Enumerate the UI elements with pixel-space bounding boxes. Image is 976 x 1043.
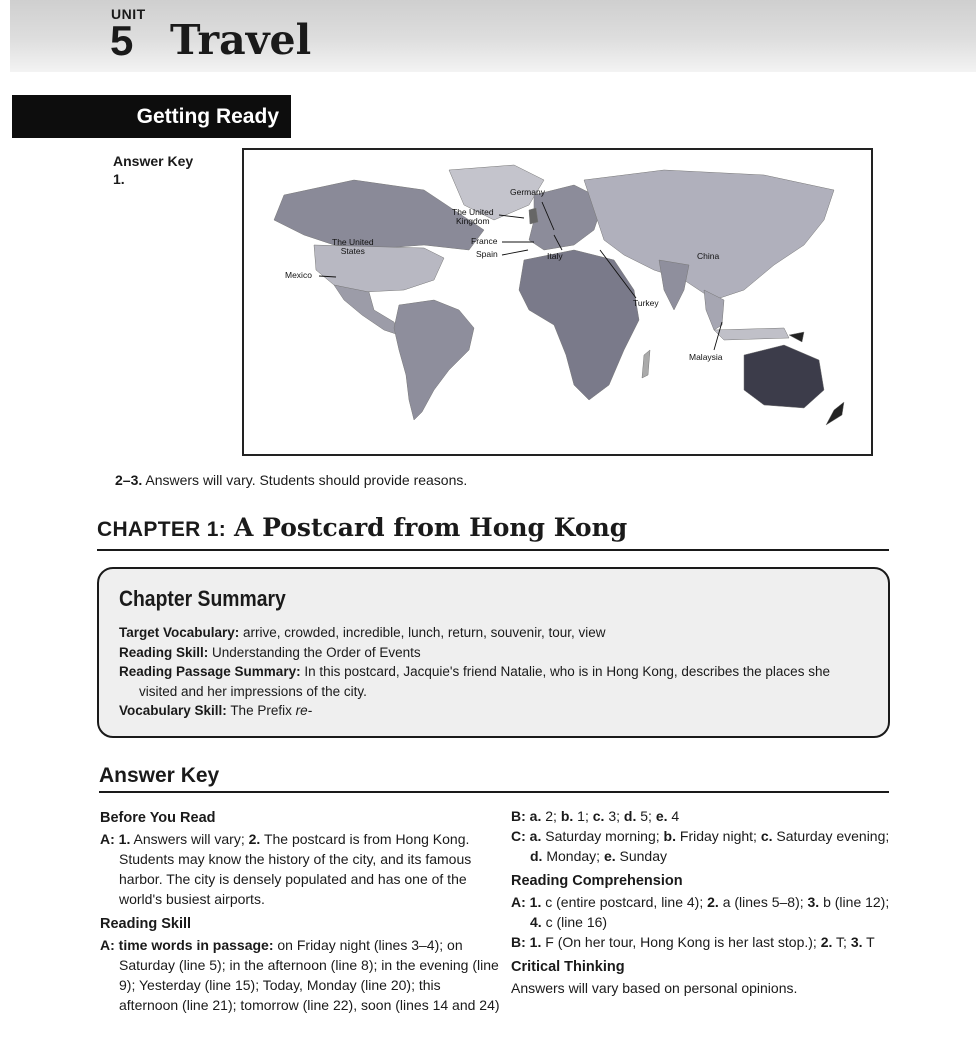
item-label: C: bbox=[511, 828, 526, 844]
map-label-turkey: Turkey bbox=[633, 298, 659, 308]
target-vocabulary-label: Target Vocabulary: bbox=[119, 625, 240, 640]
map-label-italy: Italy bbox=[547, 251, 563, 261]
item-number: 1. bbox=[118, 831, 131, 847]
item-key: d. bbox=[530, 848, 543, 864]
map-label-france: France bbox=[471, 236, 498, 246]
answer-key-right-column bbox=[511, 806, 891, 998]
item-value: 5; bbox=[640, 808, 652, 824]
india-shape bbox=[659, 260, 689, 310]
item-value: a (lines 5–8); bbox=[722, 894, 804, 910]
map-label-uk: The United Kingdom bbox=[452, 207, 494, 226]
map-label-mexico: Mexico bbox=[285, 270, 312, 280]
new-zealand-shape bbox=[826, 402, 844, 425]
item-value: c (entire postcard, line 4); bbox=[545, 894, 704, 910]
south-america-shape bbox=[394, 300, 474, 420]
item-value: 4 bbox=[671, 808, 680, 824]
item-value: Saturday evening; bbox=[776, 828, 890, 844]
item-bold-text: time words in passage: bbox=[118, 937, 274, 953]
map-label-spain: Spain bbox=[476, 249, 498, 259]
unit-label: UNIT bbox=[111, 6, 146, 22]
vocabulary-skill bbox=[119, 701, 868, 721]
map-label-malaysia: Malaysia bbox=[689, 352, 723, 362]
item-label: A: bbox=[511, 894, 526, 910]
item-label: A: bbox=[100, 937, 115, 953]
unit-number: 5 bbox=[110, 17, 134, 64]
reading-passage-summary bbox=[119, 662, 868, 701]
item-key: a. bbox=[529, 828, 542, 844]
item-key: a. bbox=[529, 808, 542, 824]
reading-passage-summary-text: In this postcard, Jacquie's friend Natalie, who is in Hong Kong, describes the places she visited and her impressions of the city. bbox=[139, 664, 830, 699]
australia-shape bbox=[744, 345, 824, 408]
vocabulary-skill-label: Vocabulary Skill: bbox=[119, 703, 227, 718]
reading-skill-a bbox=[100, 935, 500, 1015]
item-key: 4. bbox=[530, 914, 542, 930]
mexico-shape bbox=[334, 285, 399, 335]
chapter-title: A Postcard from Hong Kong bbox=[234, 513, 628, 542]
item-key: 2. bbox=[820, 934, 833, 950]
item-value: b (line 12); bbox=[823, 894, 890, 910]
answer-key-left-column bbox=[100, 808, 500, 1015]
item-value: F (On her tour, Hong Kong is her last stop.); bbox=[545, 934, 817, 950]
reading-skill-b bbox=[511, 806, 891, 826]
item-key: c. bbox=[760, 828, 773, 844]
item-key: d. bbox=[623, 808, 637, 824]
critical-thinking-text: Answers will vary based on personal opinions. bbox=[511, 980, 798, 996]
madagascar-shape bbox=[642, 350, 650, 378]
reading-skill bbox=[119, 643, 868, 663]
before-you-read-a bbox=[100, 829, 500, 909]
reading-comprehension-heading: Reading Comprehension bbox=[511, 873, 683, 889]
map-label-china: China bbox=[697, 251, 720, 261]
item-value: T; bbox=[836, 934, 847, 950]
item-label: A: bbox=[100, 831, 115, 847]
item-key: 2. bbox=[707, 894, 719, 910]
reading-skill-label: Reading Skill: bbox=[119, 644, 209, 660]
target-vocabulary bbox=[119, 623, 868, 643]
item-key: 3. bbox=[807, 894, 820, 910]
item-value: Friday night; bbox=[679, 828, 757, 844]
answer-key-heading: Answer Key bbox=[99, 763, 889, 793]
reading-skill-heading: Reading Skill bbox=[100, 916, 192, 932]
reading-skill-text: Understanding the Order of Events bbox=[212, 644, 421, 660]
item-text: Answers will vary; bbox=[133, 831, 245, 847]
item-value: Sunday bbox=[619, 848, 667, 864]
map-label-us: The United States bbox=[332, 237, 374, 256]
item-value: Monday; bbox=[546, 848, 601, 864]
reading-passage-summary-label: Reading Passage Summary: bbox=[119, 664, 301, 679]
vocabulary-skill-text: The Prefix bbox=[230, 703, 292, 718]
reading-comprehension-a bbox=[511, 892, 891, 932]
item-key: c. bbox=[592, 808, 605, 824]
reading-comprehension-b bbox=[511, 932, 891, 952]
world-map bbox=[242, 148, 873, 456]
map-label-germany: Germany bbox=[510, 187, 545, 197]
unit-banner bbox=[10, 0, 976, 72]
vocabulary-skill-prefix: re- bbox=[295, 703, 313, 718]
item-value: 3; bbox=[608, 808, 621, 824]
item-text: on Friday night (lines 3–4); on Saturday (line 5); in the afternoon (line 8); in the evening (line 9); Yesterday (line 15); Today, Monday (line 20); this afternoon (line 21); tomorrow (line 22), soon (lines 14 and 24) bbox=[119, 937, 500, 1013]
item-number: 2. bbox=[248, 831, 261, 847]
item-key: 3. bbox=[850, 934, 863, 950]
world-map-graphic bbox=[244, 150, 871, 454]
target-vocabulary-text: arrive, crowded, incredible, lunch, return, souvenir, tour, view bbox=[243, 625, 606, 640]
item-value: Saturday morning; bbox=[545, 828, 660, 844]
chapter-summary-title: Chapter Summary bbox=[119, 586, 286, 611]
chapter-label: CHAPTER 1: bbox=[97, 518, 227, 541]
question-2-3-text: Answers will vary. Students should provide reasons. bbox=[145, 472, 468, 488]
before-you-read-heading: Before You Read bbox=[100, 810, 216, 826]
chapter-summary-box bbox=[97, 567, 890, 738]
item-key: b. bbox=[560, 808, 574, 824]
item-key: b. bbox=[663, 828, 676, 844]
africa-shape bbox=[519, 250, 639, 400]
getting-ready-heading: Getting Ready bbox=[12, 95, 291, 138]
item-label: B: bbox=[511, 934, 526, 950]
item-key: 1. bbox=[529, 934, 542, 950]
item-value: 1; bbox=[577, 808, 589, 824]
item-key: e. bbox=[655, 808, 668, 824]
unit-title: Travel bbox=[170, 16, 312, 64]
question-2-3-number: 2–3. bbox=[115, 472, 143, 488]
critical-thinking-heading: Critical Thinking bbox=[511, 959, 625, 975]
question-1-label: 1. bbox=[113, 171, 125, 187]
item-value: 2; bbox=[545, 808, 557, 824]
chapter-heading bbox=[97, 513, 889, 551]
reading-skill-c bbox=[511, 826, 891, 866]
item-key: e. bbox=[603, 848, 616, 864]
answer-key-label: Answer Key bbox=[113, 153, 194, 169]
item-text: The postcard is from Hong Kong. Students may know the history of the city, and its famous harbor. The city is densely populated and has one of the world's busiest airports. bbox=[119, 831, 472, 907]
item-value: c (line 16) bbox=[545, 914, 608, 930]
item-label: B: bbox=[511, 808, 526, 824]
indonesia-shape bbox=[714, 328, 789, 340]
item-key: 1. bbox=[529, 894, 542, 910]
question-2-3 bbox=[115, 472, 467, 488]
papua-shape bbox=[789, 332, 804, 342]
item-value: T bbox=[866, 934, 875, 950]
